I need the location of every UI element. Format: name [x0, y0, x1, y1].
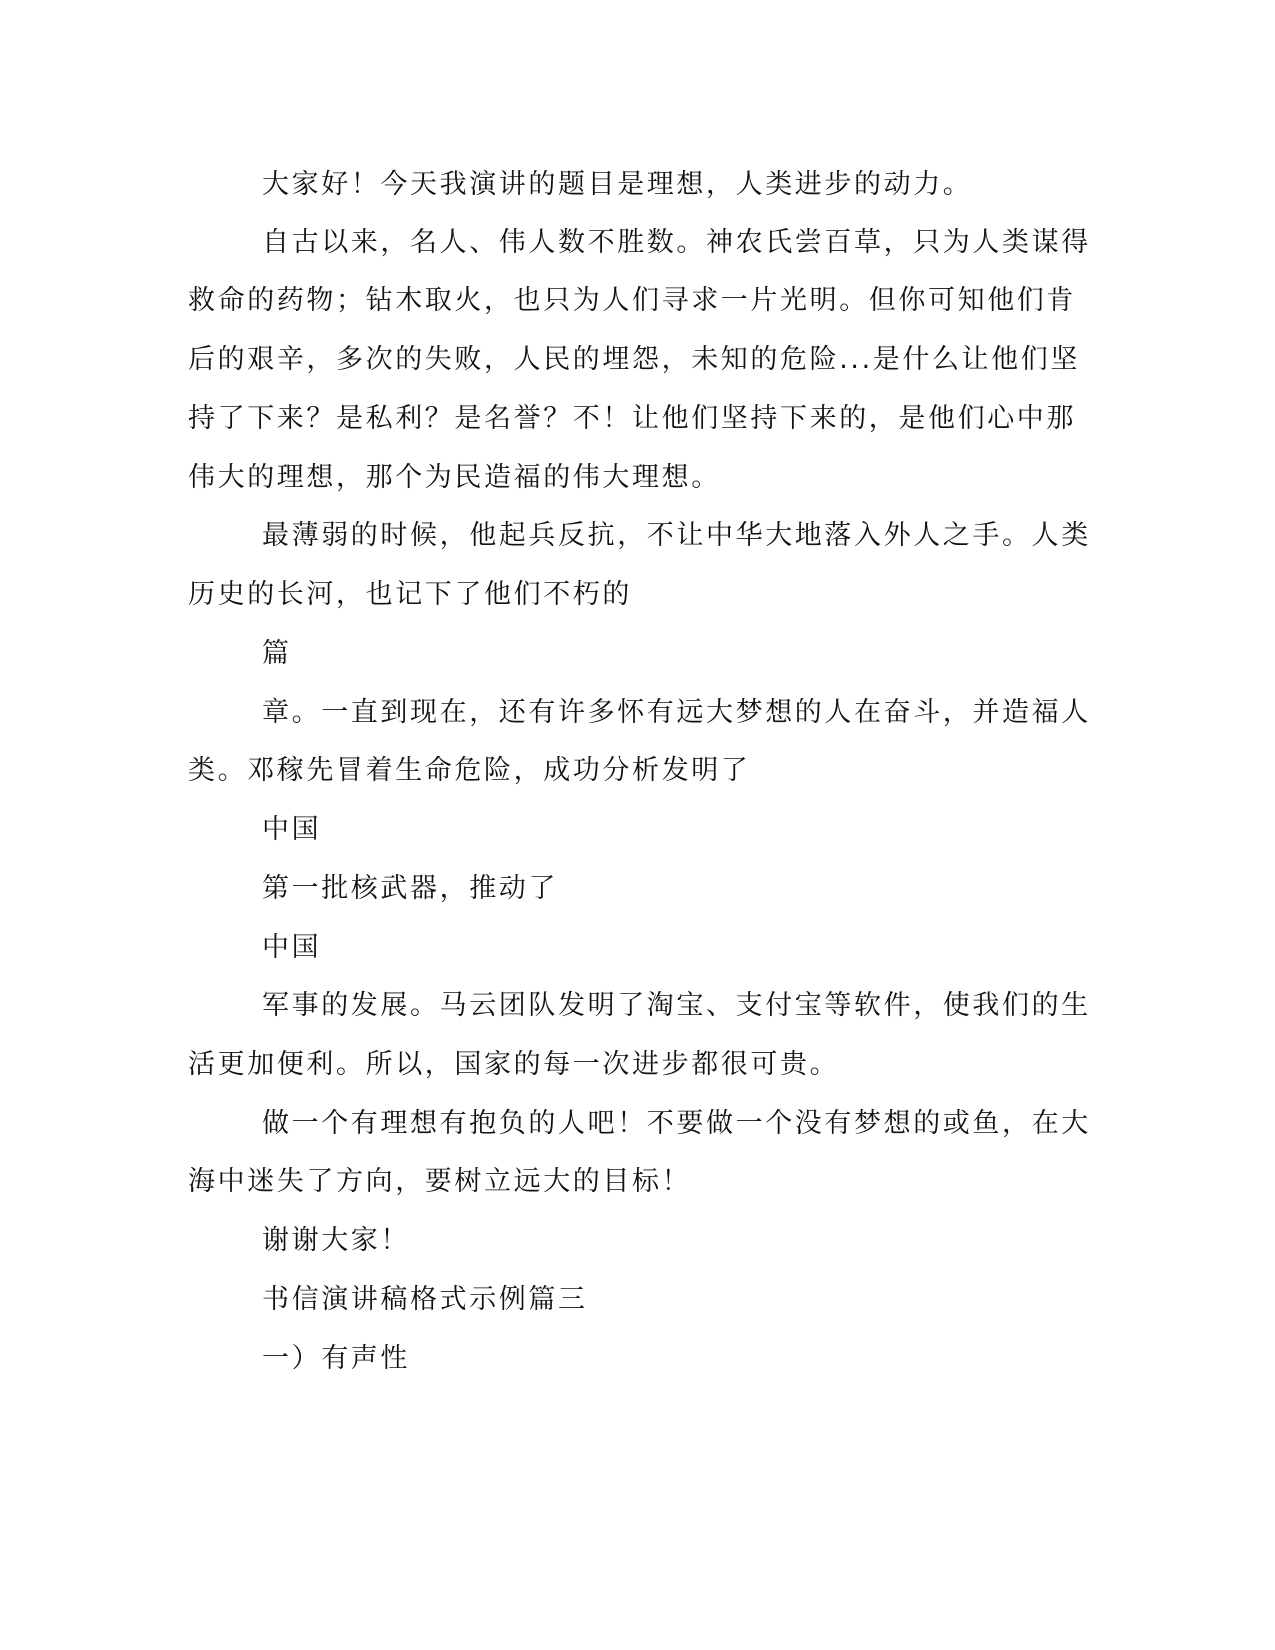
- text-line: 谢谢大家！: [262, 1225, 410, 1256]
- text-line: 海中迷失了方向，要树立远大的目标！: [188, 1166, 692, 1197]
- text-line: 军事的发展。马云团队发明了淘宝、支付宝等软件，使我们的生: [262, 990, 1091, 1021]
- text-line: 中国: [262, 932, 322, 963]
- text-line: 大家好！今天我演讲的题目是理想，人类进步的动力。: [262, 169, 973, 200]
- text-line: 类。邓稼先冒着生命危险，成功分析发明了: [188, 755, 751, 786]
- text-line: 后的艰辛，多次的失败，人民的埋怨，未知的危险...是什么让他们坚: [188, 344, 1080, 375]
- text-line: 活更加便利。所以，国家的每一次进步都很可贵。: [188, 1049, 840, 1080]
- subsection-heading: 一）有声性: [262, 1343, 410, 1374]
- text-line: 中国: [262, 814, 322, 845]
- section-heading: 书信演讲稿格式示例篇三: [262, 1284, 588, 1315]
- text-line: 最薄弱的时候，他起兵反抗，不让中华大地落入外人之手。人类: [262, 520, 1091, 551]
- text-line: 持了下来？是私利？是名誉？不！让他们坚持下来的，是他们心中那: [188, 403, 1076, 434]
- text-line: 第一批核武器，推动了: [262, 873, 558, 904]
- text-line: 章。一直到现在，还有许多怀有远大梦想的人在奋斗，并造福人: [262, 697, 1091, 728]
- text-line: 篇: [262, 638, 292, 669]
- text-line: 伟大的理想，那个为民造福的伟大理想。: [188, 462, 721, 493]
- text-line: 救命的药物；钻木取火，也只为人们寻求一片光明。但你可知他们肯: [188, 285, 1076, 316]
- text-line: 历史的长河，也记下了他们不朽的: [188, 579, 632, 610]
- text-line: 做一个有理想有抱负的人吧！不要做一个没有梦想的或鱼，在大: [262, 1108, 1091, 1139]
- text-line: 自古以来，名人、伟人数不胜数。神农氏尝百草，只为人类谋得: [262, 227, 1091, 258]
